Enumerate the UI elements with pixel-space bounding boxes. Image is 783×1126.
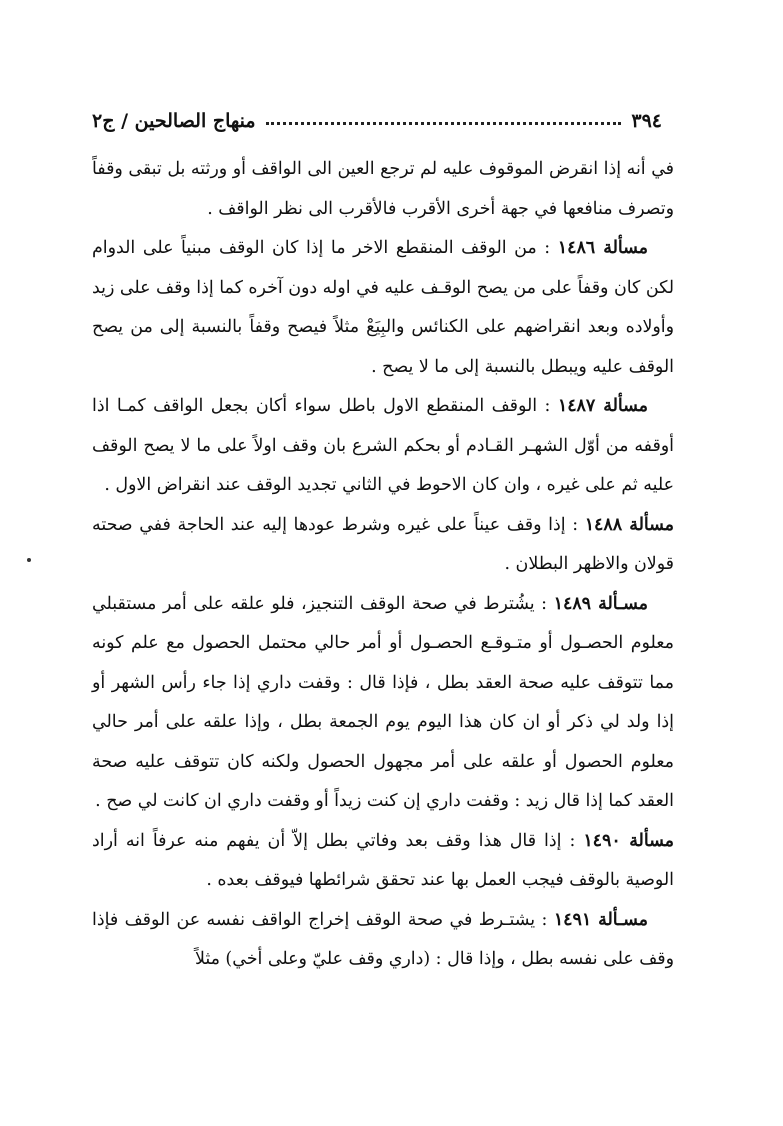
scan-speck (27, 558, 31, 562)
page-number: ٣٩٤ (631, 110, 662, 132)
issue-label: مسـألة ١٤٩١ (553, 909, 648, 930)
paragraph-text: : يشتـرط في صحة الوقف إخراج الواقف نفسه عن الوقف فإذا وقف على نفسه بطل ، وإذا قال : (داري وقف عليّ وعلى أخي) مثلاً (92, 909, 674, 969)
paragraph-continuation (92, 150, 674, 229)
paragraph-text: : الوقف المنقطع الاول باطل سواء أكان بجعل الواقف كمـا اذا أوقفه من أوّل الشهـر القـادم أو بحكم الشرع بان وقف اولاً على ما لا يصح الوقف عليه ثم على غيره ، وان كان الاحوط في الثاني تجديد الوقف عند انقراض الاول . (92, 396, 674, 495)
paragraph-issue-1486 (92, 229, 674, 387)
issue-label: مسألة ١٤٨٧ (557, 396, 648, 416)
running-header (92, 98, 662, 132)
issue-label: مسألة ١٤٩٠ (583, 830, 674, 851)
paragraph-issue-1487 (92, 387, 674, 506)
paragraph-issue-1490 (92, 822, 674, 901)
issue-label: مسألة ١٤٨٨ (584, 514, 674, 535)
paragraph-issue-1491 (92, 901, 674, 980)
body-text (92, 150, 674, 980)
paragraph-text: : من الوقف المنقطع الاخر ما إذا كان الوقف مبنياً على الدوام لكن كان وقفاً على من يصح الوقـف عليه في اوله دون آخره كما إذا وقف على زيد وأولاده وبعد انقراضهم على الكنائس والبِيَعْ مثلاً فيصح وقفاً بالنسبة إلى من يصح الوقف عليه ويبطل بالنسبة إلى ما لا يصح . (92, 238, 674, 377)
paragraph-text: : يشُترط في صحة الوقف التنجيز، فلو علقه على أمر مستقبلي معلوم الحصـول أو متـوقـع الحصـول أو أمر حالي محتمل الحصول مع علم كونه مما تتوقف عليه صحة العقد بطل ، فإذا قال : وقفت داري إذا جاء رأس الشهر أو إذا ولد لي ذكر أو ان كان هذا اليوم يوم الجمعة بطل ، وإذا علقه على أمر حالي معلوم الحصول أو علقه على أمر مجهول الحصول ولكنه كان تتوقف عليه صحة العقد كما إذا قال زيد : وقفت داري إن كنت زيداً أو وقفت داري ان كانت لي صح . (92, 593, 674, 811)
header-dot-leader (266, 121, 622, 125)
paragraph-text: في أنه إذا انقرض الموقوف عليه لم ترجع العين الى الواقف أو ورثته بل تبقى وقفاً وتصرف منافعها في جهة أخرى الأقرب فالأقرب الى نظر الواقف . (92, 159, 674, 219)
issue-label: مسـألة ١٤٨٩ (553, 593, 649, 614)
paragraph-issue-1488 (92, 506, 674, 585)
book-title: منهاج الصالحين / ج٢ (92, 110, 256, 132)
paragraph-issue-1489 (92, 585, 674, 822)
issue-label: مسألة ١٤٨٦ (557, 238, 649, 258)
paragraph-text: : إذا وقف عيناً على غيره وشرط عودها إليه عند الحاجة ففي صحته قولان والاظهر البطلان . (92, 514, 674, 574)
paragraph-text: : إذا قال هذا وقف بعد وفاتي بطل إلاّ أن يفهم منه عرفاً انه أراد الوصية بالوقف فيجب العمل بها عند تحقق شرائطها فيوقف بعده . (92, 830, 674, 890)
